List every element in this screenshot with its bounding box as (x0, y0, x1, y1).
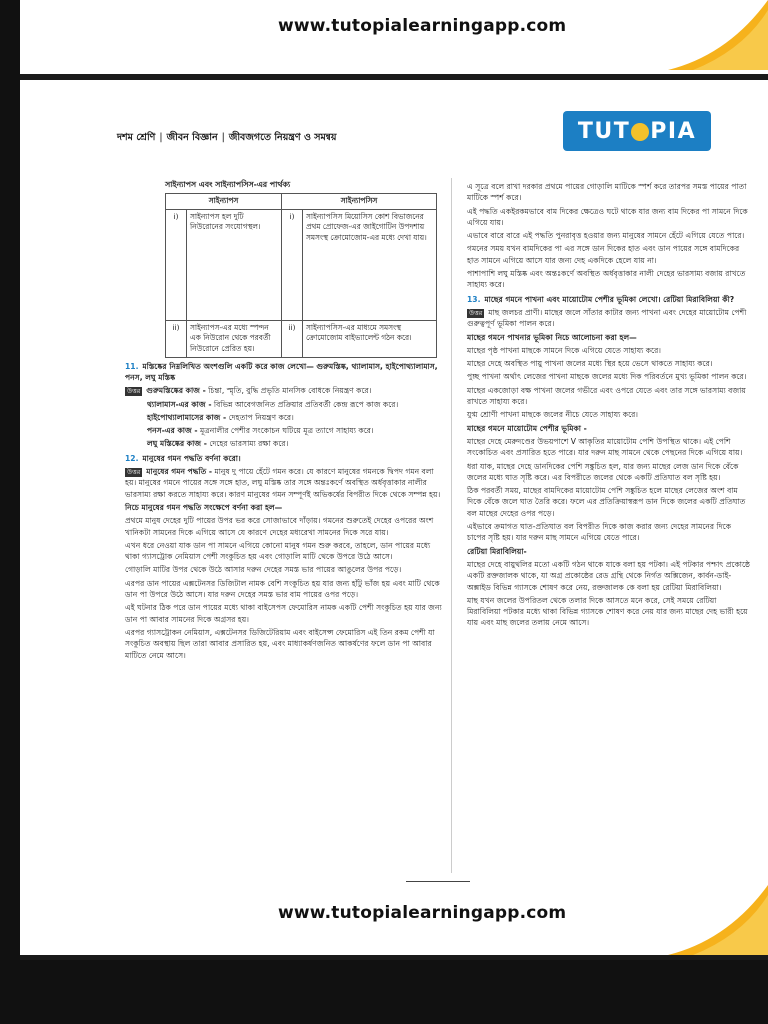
breadcrumb-separator: | (221, 132, 225, 143)
section-heading: মাছের গমনে মায়োটোম পেশীর ভূমিকা - (467, 423, 587, 433)
answer-label: থ্যালামাস-এর কাজ - (147, 399, 212, 409)
paragraph: গোড়ালি মাটির উপর থেকে উঠে আসার দরুন দেহের সমস্ত ভার পায়ের আঙুলের উপর পড়ে। (125, 565, 402, 575)
footer-band (20, 955, 768, 960)
comparison-table (165, 193, 437, 357)
answer-label: গুরুমস্তিষ্কের কাজ - (146, 386, 206, 396)
question-12 (125, 453, 443, 464)
table-header: সাইন্যাপসিস (282, 194, 437, 210)
answer-item (125, 425, 443, 436)
answer-text: মানুষ দু পায়ে হেঁটে গমন করে। যে কারণে মানুষের গমনকে দ্বিপদ গমন বলা হয়। মানুষের গমনে পায়ের সঙ্গে সঙ্গে হাত, লঘু মস্তিষ্ক তার সঙ্গে অন্তঃকর্ণে অবস্থিত অর্ধবৃত্তাকার নালীর ভারসাম্য রক্ষা করতে সাহায্য করে। কারণ মানুষের গমন সম্পূর্ণই অভিকর্ষের বিপরীত দিকে থেকে সম্পন্ন হয়। (125, 467, 441, 499)
paragraph: মাছের দেহে বায়ুথলির মতো একটি গঠন থাকে যাকে বলা হয় পটকা। এই পটকার পশ্চাৎ প্রকোষ্ঠে একটি রক্তজালক থাকে, যা অগ্র প্রকোষ্ঠের রেড গ্রন্থি থেকে নির্গত অক্সিজেন, কার্বন-ডাই-অক্সাইড বিভিন্ন গ্যাসকে শোষণ করে নেয়, রক্তজালক কে বলা হয় রেটিয়া মিরাবিলিয়া। (467, 559, 750, 592)
paragraph: এ সূত্রে বলে রাখা দরকার প্রথমে পায়ের গোড়ালি মাটিকে স্পর্শ করে তারপর সমস্ত পায়ের পাতা মাটিকে স্পর্শ করে। (467, 182, 747, 203)
column-divider (451, 178, 452, 873)
answer-label: হাইপোথ্যালামাসের কাজ - (147, 412, 227, 422)
paragraph: ধরা যাক, মাছের দেহে ডানদিকের পেশি সঙ্কুচিত হল, যার জন্য মাছের লেজ ডান দিকে বেঁকে জলের মধ্যে ঘাত সৃষ্টি করে। এর বিপরীতে জলের থেকে একটি প্রতিঘাত বল সৃষ্টি হয়। (467, 461, 739, 482)
paragraph: মাছের দেহে অবস্থিত পায়ু পাখনা জলের মধ্যে স্থির হয়ে ভেসে থাকতে সাহায্য করে। (467, 359, 713, 369)
question-number: 13. (467, 294, 481, 304)
question-13 (467, 294, 752, 305)
answer-tag: উত্তর (469, 308, 483, 317)
table-cell: সাইন্যাপস-এর মধ্যে স্পন্দন এক নিউরোন থেকে পরবর্তী নিউরোনে প্রেরিত হয়। (187, 320, 282, 357)
document-page (20, 0, 768, 960)
answer-text: দেহতাপ নিয়ন্ত্রণ করে। (226, 412, 294, 422)
answer-label: মানুষের গমন পদ্ধতি - (146, 467, 213, 477)
paragraph: গমনের সময় যখন বামদিকের পা এর সঙ্গে ডান দিকের হাত এবং ডান পায়ের সঙ্গে বামদিকের হাত সামনে এগিয়ে আসে যার জন্য দেহ একদিকে হেলে যায় না। (467, 244, 740, 265)
paragraph: এভাবে বারে বারে এই পদ্ধতি পুনরাবৃত্ত হওয়ার জন্য মানুষের সামনে হেঁটে এগিয়ে যেতে পারে। (467, 231, 745, 241)
answer-11 (125, 385, 443, 396)
breadcrumb-subject: জীবন বিজ্ঞান (166, 132, 218, 143)
answer-label: লঘু মস্তিষ্কের কাজ - (147, 439, 207, 449)
answer-text: বিভিন্ন আবেগজনিত প্রক্রিয়ার প্রতিবর্তী কেন্দ্র রূপে কাজ করে। (211, 399, 399, 409)
row-number: ii) (282, 320, 303, 357)
answer-item (125, 412, 443, 423)
paragraph: মাছ যখন জলের উপরিতল থেকে তলার দিকে আসতে মনে করে, সেই সময়ে রেটিয়া মিরাবিলিয়া পটকার মধ্যে থাকা বিভিন্ন গ্যাসকে শোষণ করে নেয় যার জন্য মাছের দেহ ভারী হয়ে যায় এবং মাছ জলের তলায় নেমে আসে। (467, 595, 748, 628)
paragraph: ঠিক পরবর্তী সময়, মাছের বামদিকের মায়োটোম পেশি সঙ্কুচিত হলে মাছের লেজের অংশ বাম দিকে বেঁকে জলে ঘাত তৈরি করে। ফলে এর প্রতিক্রিয়াস্বরূপ ডান দিকে জলের একটি প্রতিঘাত বল মাছের দেহের ওপর পড়ে। (467, 486, 746, 518)
paragraph: যুগ্ম শ্রোণী পাখনা মাছকে জলের নীচে যেতে সাহায্য করে। (467, 410, 639, 420)
question-text: মস্তিষ্কের নিম্নলিখিত অংশগুলি একটি করে কাজ লেখো— গুরুমস্তিষ্ক, থ্যালামাস, হাইপোথ্যালামাস, পনস, লঘু মস্তিষ্ক (125, 361, 438, 382)
answer-tag: উত্তর (127, 387, 141, 396)
breadcrumb-separator: | (159, 132, 163, 143)
breadcrumb-chapter: জীবজগতে নিয়ন্ত্রণ ও সমন্বয় (228, 132, 337, 143)
answer-tag: উত্তর (127, 468, 141, 477)
question-11 (125, 361, 443, 384)
table-header: সাইন্যাপস (166, 194, 282, 210)
paragraph: মাছের পৃষ্ঠ পাখনা মাছকে সামনে দিকে এগিয়ে যেতে সাহায্য করে। (467, 345, 661, 355)
answer-text: চিন্তা, স্মৃতি, বুদ্ধি প্রভৃতি মানসিক বোধকে নিয়ন্ত্রণ করে। (205, 386, 372, 396)
section-heading: রেটিয়া মিরাবিলিয়া- (467, 546, 527, 556)
paragraph: এইভাবে ক্রমাগত ঘাত-প্রতিঘাত বল বিপরীত দিকে কাজ করার জন্য দেহের সামনের দিকে চাপের সৃষ্টি হয়। যার দরুন মাছ সামনে এগিয়ে যেতে পারে। (467, 522, 732, 543)
row-number: i) (166, 209, 187, 320)
paragraph: পুচ্ছ পাখনা অর্থাৎ লেজের পাখনা মাছকে জলের মধ্যে দিক পরিবর্তনে মুখ্য ভূমিকা পালন করে। (467, 372, 747, 382)
answer-item (125, 399, 443, 410)
site-url-header[interactable]: www.tutopialearningapp.com (278, 16, 567, 36)
question-number: 11. (125, 361, 139, 371)
question-text: মানুষের গমন পদ্ধতি বর্ণনা করো। (142, 453, 241, 463)
paragraph: এই পদ্ধতি একইরকমভাবে বাম দিকের ক্ষেত্রেও ঘটে থাকে যার জন্য বাম দিকের পা সামনে দিকে এগিয়ে যায়। (467, 206, 748, 227)
paragraph: এখন ধরে নেওয়া যাক ডান পা সামনে এগিয়ে কোনো মানুষ গমন শুরু করবে, তাহলে, ডান পায়ের মধ্যে থাকা গ্যাসট্রোক নেমিয়াস পেশী সংকুচিত হয় এবং গোড়ালি মাটি থেকে উপরে উঠে আসে। (125, 540, 431, 562)
table-row (166, 209, 437, 320)
answer-text: মাছ জলচর প্রাণী। মাছের জলে সাঁতার কাটার জন্য পাখনা এবং দেহের মায়োটোম পেশী গুরুত্বপূর্ণ ভূমিকা পালন করে। (467, 307, 747, 329)
row-number: i) (282, 209, 303, 320)
paragraph: প্রথমে মানুষ দেহের দুটি পায়ের উপর ভর করে সোজাভাবে দাঁড়ায়। গমনের শুরুতেই দেহের ওপরের অংশ খানিকটা সামনের দিকে এগিয়ে আসে যে কারণে দেহের মধ্যরেখা সামনের দিকে সরে যায়। (125, 516, 434, 537)
footer-rule (406, 881, 470, 882)
breadcrumb-class: দশম শ্রেণি (117, 132, 156, 143)
answer-label: পনস-এর কাজ - (147, 426, 198, 436)
table-title: সাইন্যাপস এবং সাইন্যাপসিস-এর পার্থক্য (165, 180, 291, 189)
paragraph: মাছের দেহে মেরুদণ্ডের উভয়পাশে V আকৃতির মায়োটোম পেশি উপস্থিত থাকে। এই পেশি সংকোচিত এবং প্রসারিত হতে পারে। যার দরুন মাছ সামনে থেকে পেছনের দিকে এগিয়ে যায়। (467, 436, 743, 458)
header-band (20, 0, 768, 80)
bulb-icon (631, 123, 649, 141)
yellow-corner-decoration (648, 0, 768, 70)
table-cell: সাইন্যাপসিস মিয়োসিস কোশ বিভাজনের প্রথম প্রোফেজ-এর জাইগোটিন উপদশায় সমসংস্থ ক্রোমোজোম-এর মধ্যে দেখা যায়। (303, 209, 437, 320)
question-number: 12. (125, 453, 139, 463)
paragraph: এরপর ডান পায়ের এক্সটেনসর ডিজিটাল নামক বেশি সংকুচিত হয় যার জন্য হাঁটু ভাঁজ হয় এবং মাটি থেকে ডান পা উপরে উঠে আসে। যার দরুন দেহের সমস্ত ভার বাম পায়ের ওপর পড়ে। (125, 578, 440, 600)
answer-subheading: নিচে মানুষের গমন পদ্ধতি সংক্ষেপে বর্ণনা করা হল— (125, 502, 283, 512)
paragraph: মাছের একজোড়া বক্ষ পাখনা জলের গভীরে এবং ওপরে যেতে এবং তার সঙ্গে ভারসাম্য বজায় রাখতে সাহায্য করে। (467, 385, 746, 407)
site-url-footer[interactable]: www.tutopialearningapp.com (278, 903, 567, 923)
right-column (467, 179, 752, 631)
tutopia-logo: TUT PIA (563, 111, 711, 151)
answer-text: মূত্রনালীর পেশীর সংকোচন ঘটিয়ে মূত্র ত্যাগে সাহায্য করে। (197, 426, 374, 436)
paragraph: পাশাপাশি লঘু মস্তিষ্ক এবং অন্তঃকর্ণে অবস্থিত অর্ধবৃত্তাকার নালী দেহের ভারসাম্য বজায় রাখতে সাহায্য করে। (467, 269, 746, 290)
row-number: ii) (166, 320, 187, 357)
paragraph: এই ঘটনার ঠিক পরে ডান পায়ের মধ্যে থাকা বাইসেপস ফেমোরিস নামক একটি পেশী সংকুচিত হয় যার জন্য ডান পা আবার সামনের দিকে অগ্রসর হয়। (125, 603, 442, 624)
answer-text: দেহের ভারসাম্য রক্ষা করে। (206, 439, 289, 449)
answer-13 (467, 307, 752, 330)
table-row (166, 320, 437, 357)
section-heading: মাছের গমনে পাখনার ভূমিকা নিচে আলোচনা করা হল— (467, 332, 637, 342)
question-text: মাছের গমনে পাখনা এবং মায়োটোম পেশীর ভূমিকা লেখো। রেটিয়া মিরাবিলিয়া কী? (484, 294, 735, 304)
answer-12 (125, 466, 443, 500)
left-column (125, 179, 443, 663)
breadcrumb (117, 131, 336, 146)
answer-item (125, 438, 443, 449)
table-cell: সাইন্যাপসিস-এর মাধ্যমে সমসংস্থ ক্রোমোজোম বাইভ্যালেন্ট গঠন করে। (303, 320, 437, 357)
yellow-corner-decoration (648, 885, 768, 955)
table-cell: সাইন্যাপস হল দুটি নিউরোনের সংযোগস্থল। (187, 209, 282, 320)
paragraph: এরপর গ্যাসট্রোকন নেমিয়াস, এক্সটেনসর ডিজিটেরিয়াম এবং বাইসেপ্স ফেমোরিস এই তিন রকম পেশী যা সংকুচিত অবস্থায় ছিল তারা আবার প্রসারিত হয়, এবং মাধ্যাকর্ষণজনিত আকর্ষণের ফলে ডান পা আবার মাটিতে নেমে আসে। (125, 627, 435, 660)
